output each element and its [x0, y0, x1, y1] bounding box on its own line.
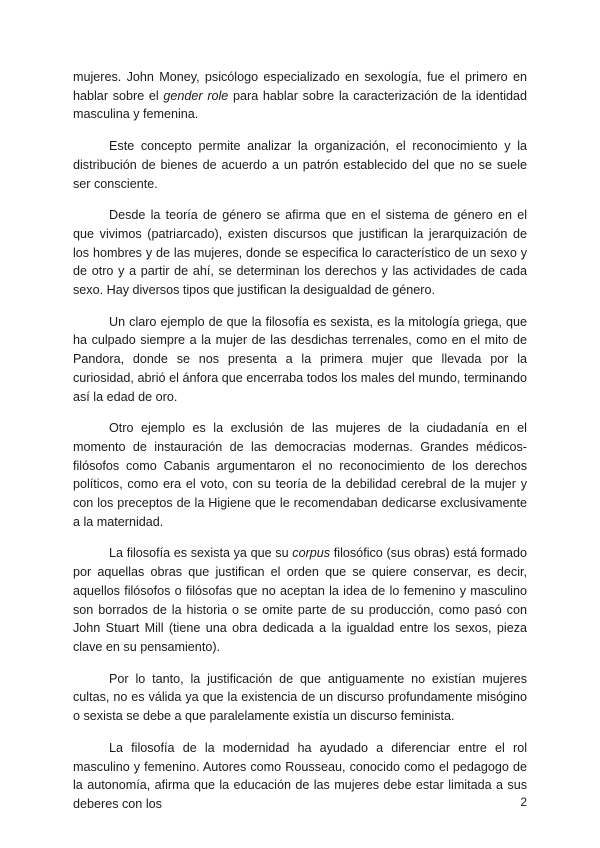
body-text [73, 68, 527, 814]
page-number: 2 [520, 795, 527, 809]
paragraph-1-emphasis: gender role [163, 88, 229, 103]
paragraph-3: Desde la teoría de género se afirma que en el sistema de género en el que vivimos (patriarcado), existen discursos que justifican la jerarquización de los hombres y de las mujeres, donde se especifica lo característico de un sexo y de otro y a partir de ahí, se determinan los derechos y las actividades de cada sexo. Hay diversos tipos que justifican la desigualdad de género. [73, 208, 527, 298]
paragraph-1-text-end: para hablar sobre la caracterización de la identidad masculina y femenina. [73, 88, 528, 122]
paragraph-1 [73, 68, 527, 124]
paragraph-6 [73, 544, 527, 656]
paragraph-6-text: La filosofía es sexista ya que su [109, 546, 293, 561]
paragraph-6-emphasis: corpus [292, 546, 331, 561]
paragraph-6-text-end: filosófico (sus obras) está formado por aquellas obras que justifican el orden que se quiere conservar, es decir, aquellos filósofos o filósofas que no aceptan la idea de lo femenino y masculino son borrados de la historia o se omite parte de su producción, como pasó con John Stuart Mill (tiene una obra dedicada a la igualdad entre los sexos, pieza clave en su pensamiento). [73, 546, 528, 654]
paragraph-2: Este concepto permite analizar la organización, el reconocimiento y la distribución de bienes de acuerdo a un patrón establecido del que no se suele ser consciente. [73, 139, 527, 191]
paragraph-5: Otro ejemplo es la exclusión de las mujeres de la ciudadanía en el momento de instauración de las democracias modernas. Grandes médicos-filósofos como Cabanis argumentaron el no reconocimiento de los derechos políticos, como era el voto, con su teoría de la debilidad cerebral de la mujer y con los preceptos de la Higiene que le recomendaban dedicarse exclusivamente a la maternidad. [73, 421, 527, 529]
paragraph-8: La filosofía de la modernidad ha ayudado a diferenciar entre el rol masculino y femenino. Autores como Rousseau, conocido como el pedagogo de la autonomía, afirma que la educación de las mujeres debe estar limitada a sus deberes con los [73, 740, 527, 811]
paragraph-1-text: mujeres. John Money, psicólogo especializado en sexología, fue el primero en hablar sobre el [73, 70, 527, 103]
paragraph-4: Un claro ejemplo de que la filosofía es sexista, es la mitología griega, que ha culpado siempre a la mujer de las desdichas terrenales, como en el mito de Pandora, donde se nos presenta a la primera mujer que llevada por la curiosidad, abrió el ánfora que encerraba todos los males del mundo, terminando así la edad de oro. [73, 314, 527, 404]
paragraph-7: Por lo tanto, la justificación de que antiguamente no existían mujeres cultas, no es válida ya que la existencia de un discurso profundamente misógino o sexista se debe a que paralelamente existía un discurso feminista. [73, 671, 527, 724]
